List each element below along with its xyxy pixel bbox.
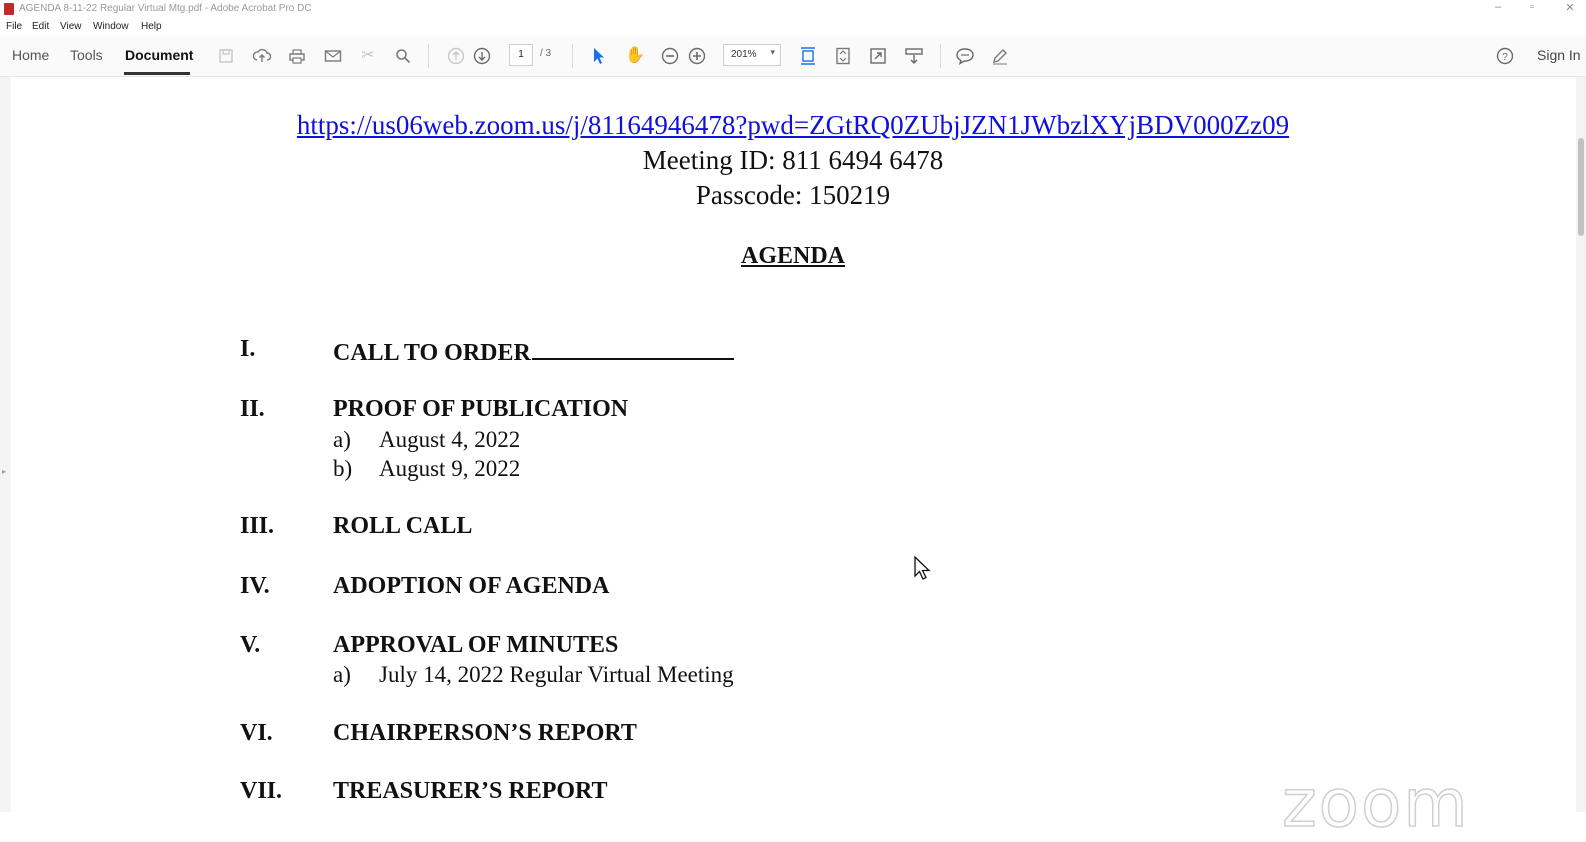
chevron-down-icon: ▾ (770, 47, 775, 57)
menu-bar (0, 20, 1586, 36)
comment-icon[interactable] (955, 46, 975, 66)
item-numeral: V. (240, 632, 261, 658)
pdf-app-icon (4, 3, 14, 15)
menu-view[interactable]: View (60, 21, 82, 32)
item-heading: CHAIRPERSON’S REPORT (333, 720, 637, 746)
toolbar-divider (428, 44, 429, 68)
help-icon[interactable] (1495, 46, 1515, 66)
title-bar (0, 0, 1586, 20)
minimize-icon[interactable]: – (1494, 1, 1502, 13)
blank-signature-line (532, 336, 734, 360)
item-heading: PROOF OF PUBLICATION (333, 396, 629, 422)
menu-help[interactable]: Help (141, 21, 162, 32)
email-icon[interactable] (323, 46, 343, 66)
menu-edit[interactable]: Edit (32, 21, 50, 32)
upload-icon[interactable] (252, 46, 272, 66)
agenda-heading: AGENDA (740, 243, 845, 269)
subitem-text: August 4, 2022 (379, 427, 521, 452)
item-numeral: III. (240, 513, 275, 539)
page-total: / 3 (540, 48, 552, 59)
active-tab-indicator (124, 72, 190, 75)
tab-tools[interactable]: Tools (70, 47, 103, 63)
svg-text:?: ? (1502, 52, 1508, 63)
toolbar-divider (940, 44, 941, 68)
save-icon[interactable] (216, 46, 236, 66)
sign-in-link[interactable]: Sign In (1537, 47, 1581, 63)
passcode: Passcode: 150219 (695, 180, 891, 210)
restore-icon[interactable]: ▫ (1530, 1, 1534, 13)
main-toolbar (0, 36, 1586, 77)
page-up-icon[interactable] (446, 46, 466, 66)
tab-home[interactable]: Home (12, 47, 50, 63)
item-heading: APPROVAL OF MINUTES (333, 632, 619, 658)
print-icon[interactable] (287, 46, 307, 66)
close-icon[interactable]: ✕ (1565, 2, 1575, 14)
subitem-letter: b) (333, 456, 353, 481)
page-fit-icon[interactable] (833, 46, 853, 66)
select-cursor-icon[interactable] (589, 46, 609, 66)
item-numeral: VII. (240, 778, 283, 804)
tab-document[interactable]: Document (125, 47, 194, 63)
page-number-input[interactable]: 1 (509, 44, 533, 66)
item-heading: ADOPTION OF AGENDA (333, 573, 610, 599)
menu-file[interactable]: File (6, 21, 23, 32)
page-down-icon[interactable] (472, 46, 492, 66)
full-screen-icon[interactable] (868, 46, 888, 66)
item-numeral: IV. (240, 573, 270, 599)
item-numeral: I. (240, 336, 256, 362)
hand-icon[interactable]: ✋ (625, 47, 645, 64)
item-heading (333, 336, 734, 367)
zoom-level-select[interactable] (723, 44, 781, 66)
scroll-mode-icon[interactable] (798, 46, 818, 66)
item-numeral: II. (240, 396, 265, 422)
meeting-link[interactable]: https://us06web.zoom.us/j/81164946478?pwd=ZGtRQ0ZUbjJZN1JWbzlXYjBDV000Zz09 (296, 110, 1290, 140)
search-icon[interactable] (393, 46, 413, 66)
zoom-watermark: zoom (1282, 765, 1470, 842)
zoom-out-icon[interactable] (660, 46, 680, 66)
expand-panel-icon: ▸ (2, 467, 7, 476)
subitem-letter: a) (333, 662, 351, 687)
item-numeral: VI. (240, 720, 273, 746)
item-heading: TREASURER’S REPORT (333, 778, 608, 804)
subitem-letter: a) (333, 427, 351, 452)
subitem-text: August 9, 2022 (379, 456, 521, 481)
read-mode-icon[interactable] (904, 46, 924, 66)
mouse-cursor-icon (914, 556, 934, 582)
zoom-in-icon[interactable] (687, 46, 707, 66)
item-heading: ROLL CALL (333, 513, 473, 539)
subitem-text: July 14, 2022 Regular Virtual Meeting (379, 662, 734, 687)
window-title: AGENDA 8-11-22 Regular Virtual Mtg.pdf - Adobe Acrobat Pro DC (19, 3, 312, 14)
menu-window[interactable]: Window (93, 21, 129, 32)
toolbar-divider (572, 44, 573, 68)
pen-icon[interactable] (990, 46, 1010, 66)
meeting-id: Meeting ID: 811 6494 6478 (642, 145, 944, 175)
item-heading-text: CALL TO ORDER (333, 340, 531, 366)
zoom-level-value: 201% (731, 49, 757, 60)
scissors-icon[interactable]: ✂ (361, 47, 375, 64)
